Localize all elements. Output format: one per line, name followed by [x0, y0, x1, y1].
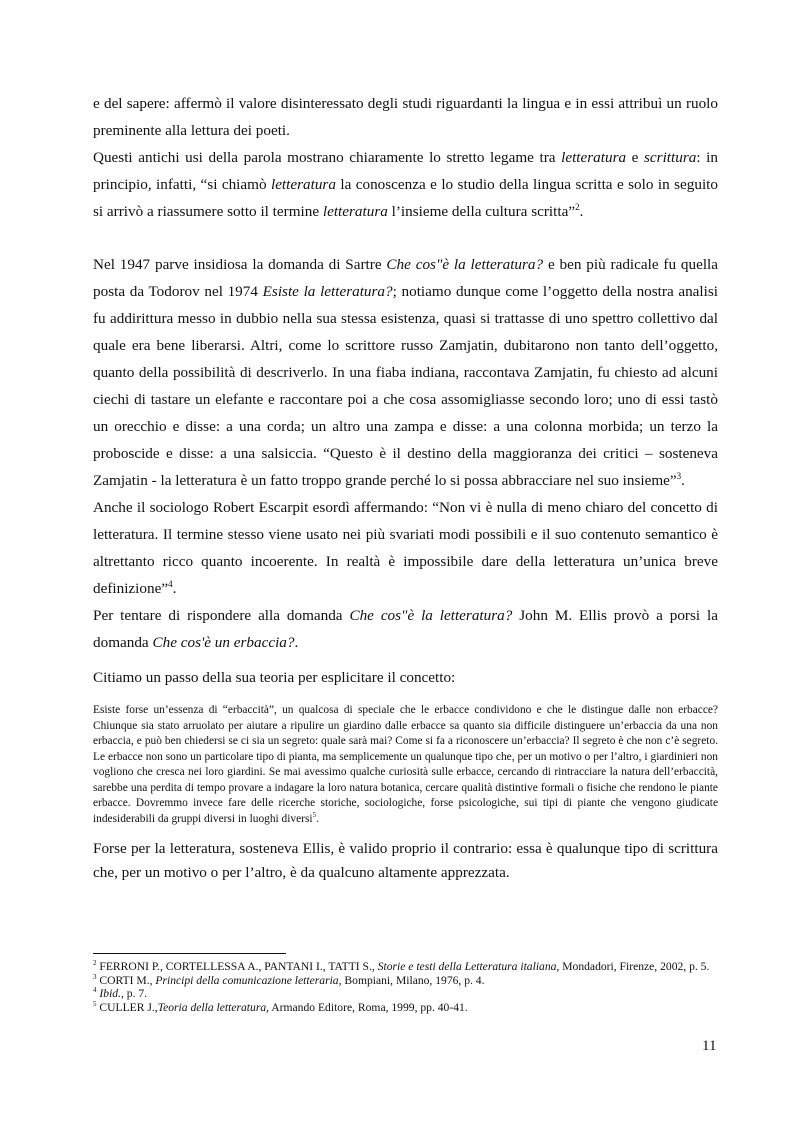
footnote-2 [93, 960, 718, 974]
text-run: Questi antichi usi della parola mostrano chiaramente lo stretto legame tra [93, 149, 562, 166]
italic-title: Che cos"è la letteratura? [349, 607, 513, 624]
text-run: e ben più radicale fu quella posta da Todorov nel 1974 [93, 256, 718, 300]
footnote-3 [93, 974, 718, 988]
text-run: CORTI M., [96, 973, 156, 987]
text-run: . [316, 812, 319, 825]
quote-text: Esiste forse un’essenza di “erbaccità”, un qualcosa di speciale che le erbacce condividono e che le distingue dalle non erbacce? Chiunque sia stato arruolato per aiutare a ripulire un giardino dalle erbacce sa quanto sia difficile distinguere un’erbaccia da una non erbaccia, e può ben chiedersi se ci sia un segreto: quale sarà mai? Come si fa a riconoscere un’erbaccia? Il segreto è che non c’è segreto. Le erbacce non sono un particolare tipo di pianta, ma semplicemente un qualunque tipo che, per un motivo o per l’altro, i giardinieri non vogliono che cresca nei loro giardini. Se mai avessimo qualche curiosità sulle erbacce, cercando di rintracciare la natura dell’erbaccità, sarebbe una perdita di tempo provare a indagare la loro natura botanica, cercare qualità distintive formali o fisiche che rendono le piante erbacce. Dovremmo invece fare delle ricerche storiche, sociologiche, forse psicologiche, sui tipi di piante che vengono giudicate indesiderabili da gruppi diversi in luoghi diversi [93, 704, 718, 825]
paragraph-4 [93, 494, 718, 602]
text-run: , p. 7. [120, 987, 148, 1000]
footnote-ref: 2 [575, 201, 580, 212]
text-run: Mondadori, Firenze, 2002, p. 5. [559, 960, 710, 973]
text-run: Nel 1947 parve insidiosa la domanda di Sartre [93, 256, 387, 273]
italic-title: Che cos"è la letteratura? [386, 256, 544, 273]
italic-term: scrittura [644, 149, 697, 166]
footnote-4 [93, 987, 718, 1001]
footnote-ref: 3 [676, 470, 682, 481]
text-run: Per tentare di rispondere alla domanda [93, 607, 350, 624]
text-run: CULLER J., [96, 1000, 158, 1014]
paragraph-5 [93, 602, 718, 656]
paragraph-3 [93, 251, 718, 494]
text-run: . [579, 203, 584, 220]
text-run: ; notiamo dunque come l’oggetto della nostra analisi fu addirittura messo in dubbio nella sua stessa esistenza, quasi si trattasse di uno spettro collettivo dal quale era bene liberarsi. Altri, come lo scrittore russo Zamjatin, dubitarono non tanto dell’oggetto, quanto della possibilità di descriverlo. In una fiaba indiana, raccontava Zamjatin, fu chiesto ad alcuni ciechi di tastare un elefante e raccontare poi a che cosa assomigliasse secondo loro; uno di essi tastò un orecchio e disse: a una corda; un altro una zampa e disse: a una colonna morbida; un terzo la proboscide e disse: a una salsiccia. “Questo è il destino della maggioranza dei critici – sosteneva Zamjatin - la letteratura è un fatto troppo grande perché lo si possa abbracciare nel suo insieme” [93, 283, 718, 489]
italic-title: Che cos'è un erbaccia? [152, 634, 295, 651]
footnotes [93, 960, 718, 1014]
footnote-ref: 5 [312, 810, 317, 819]
block-quote [93, 703, 718, 827]
paragraph-2 [93, 144, 718, 225]
paragraph-6: Citiamo un passo della sua teoria per esplicitare il concetto: [93, 669, 456, 686]
text-run: Armando Editore, Roma, 1999, pp. 40-41. [269, 1000, 468, 1014]
text-run: e [626, 149, 645, 166]
text-run: Bompiani, Milano, 1976, p. 4. [341, 973, 485, 987]
footnote-ref: 4 [168, 578, 173, 589]
italic-title: Ibid. [99, 987, 121, 1000]
footnote-separator [93, 953, 286, 954]
italic-term: letteratura [561, 149, 627, 166]
text-run: FERRONI P., CORTELLESSA A., PANTANI I., TATTI S., [96, 960, 378, 973]
footnote-number: 5 [93, 999, 97, 1008]
text-run: Anche il sociologo Robert Escarpit esordì affermando: “Non vi è nulla di meno chiaro del concetto di letteratura. Il termine stesso viene usato nei più svariati modi possibili e il suo contenuto semantico è altrettanto ricco quanto incoerente. In realtà è impossibile dare della letteratura un’unica breve definizione” [93, 499, 718, 597]
italic-title: Storie e testi della Letteratura italiana, [377, 960, 560, 973]
italic-title: Teoria della letteratura, [157, 1000, 270, 1014]
paragraph-7: Forse per la letteratura, sosteneva Ellis, è valido proprio il contrario: essa è qualunque tipo di scrittura che, per un motivo o per l’altro, è da qualcuno altamente apprezzata. [93, 840, 718, 881]
text-run: : in principio, infatti, “si chiamò [93, 149, 718, 193]
footnote-5 [93, 1001, 718, 1015]
italic-title: Esiste la letteratura? [262, 283, 393, 300]
footnote-number: 3 [93, 972, 97, 981]
footnote-number: 4 [93, 986, 97, 995]
text-run: . [294, 634, 299, 651]
text-run: . [681, 472, 685, 489]
page-body [93, 90, 718, 885]
italic-term: letteratura [270, 176, 336, 193]
paragraph-1: e del sapere: affermò il valore disinteressato degli studi riguardanti la lingua e in essi attribuì un ruolo preminente alla lettura dei poeti. [93, 95, 718, 139]
italic-term: letteratura [322, 203, 388, 220]
text-run: la conoscenza e lo studio della lingua scritta e solo in seguito si arrivò a riassumere sotto il termine [93, 176, 718, 220]
page-number: 11 [702, 1038, 717, 1054]
text-run: l’insieme della cultura scritta” [387, 203, 576, 220]
text-run: John M. Ellis provò a porsi la domanda [93, 607, 718, 651]
italic-title: Principi della comunicazione letteraria, [155, 973, 342, 987]
footnote-number: 2 [93, 959, 97, 968]
text-run: . [172, 580, 177, 597]
